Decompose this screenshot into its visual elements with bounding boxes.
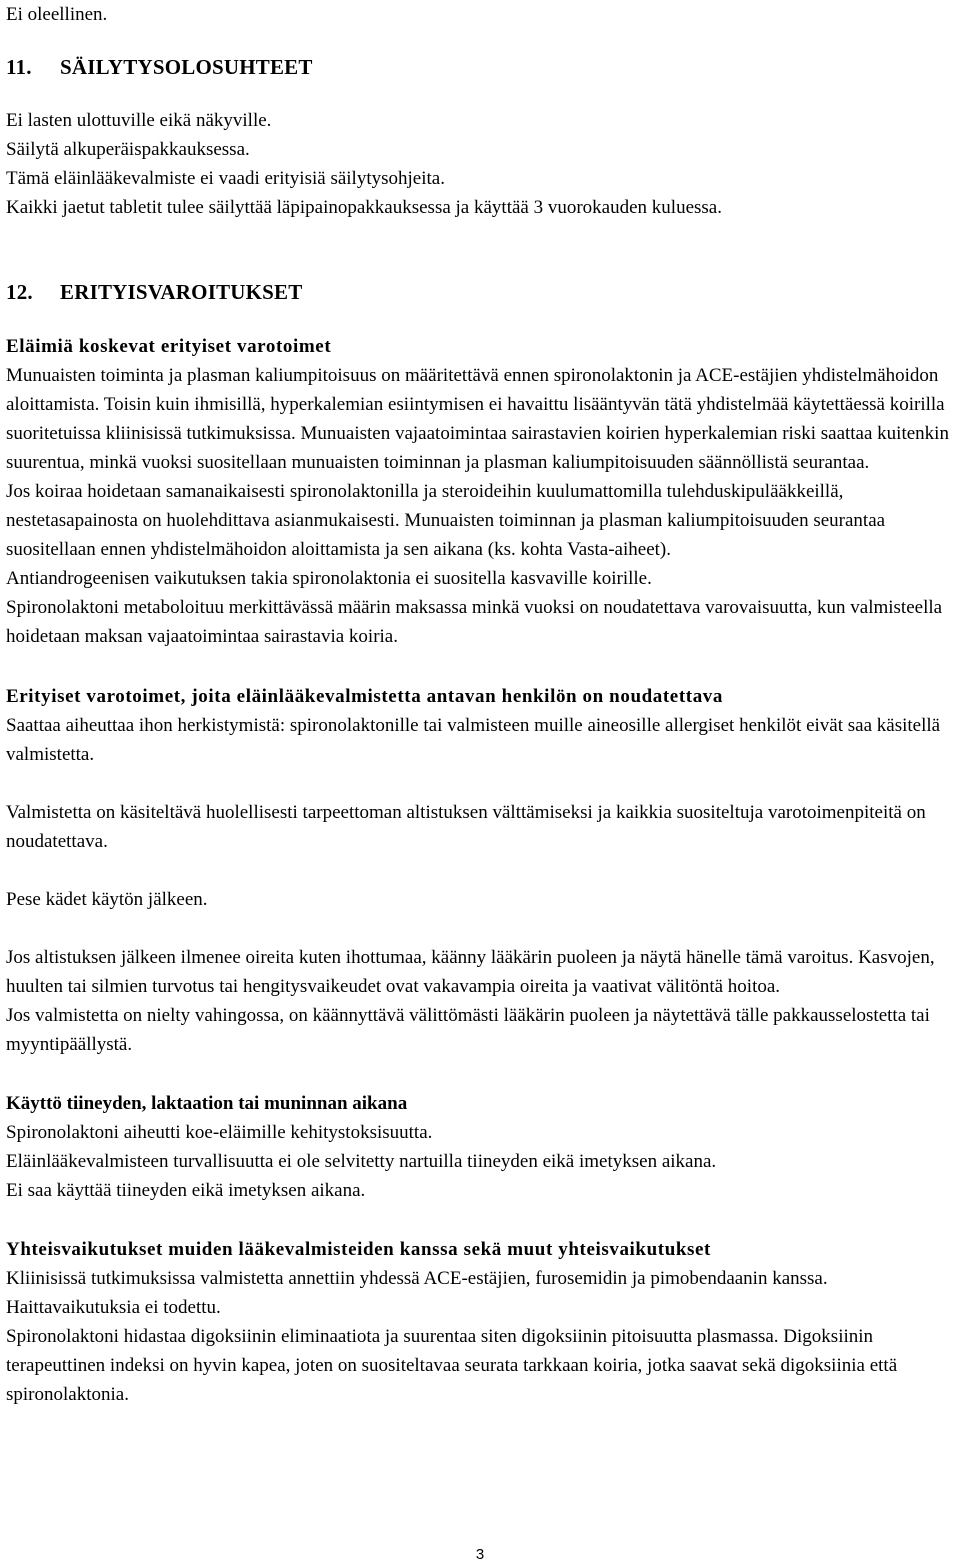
handler-paragraph-4: Jos altistuksen jälkeen ilmenee oireita kuten ihottumaa, käänny lääkärin puoleen ja näytä hänelle tämä varoitus. Kasvojen, huulten tai silmien turvotus tai hengitysvaikeudet ovat vakavampia oireita ja vaativat välitöntä hoitoa. bbox=[6, 947, 935, 997]
animals-paragraph-4: Spironolaktoni metaboloituu merkittävässä määrin maksassa minkä vuoksi on noudatettava varovaisuutta, kun valmisteella hoidetaan maksan vajaatoimintaa sairastavia koiria. bbox=[6, 597, 943, 647]
section-12-heading bbox=[6, 278, 952, 307]
pregnancy-heading: Käyttö tiineyden, laktaation tai muninnan aikana bbox=[6, 1093, 408, 1114]
storage-line-3: Tämä eläinlääkevalmiste ei vaadi erityisiä säilytysohjeita. bbox=[6, 168, 445, 189]
pregnancy-line-3: Ei saa käyttää tiineyden eikä imetyksen aikana. bbox=[6, 1180, 366, 1201]
interactions-paragraph-1: Kliinisissä tutkimuksissa valmistetta annettiin yhdessä ACE-estäjien, furosemidin ja pimobendaanin kanssa. Haittavaikutuksia ei todettu. bbox=[6, 1268, 828, 1318]
storage-line-2: Säilytä alkuperäispakkauksessa. bbox=[6, 139, 250, 160]
section-12-number: 12. bbox=[6, 280, 33, 304]
storage-line-1: Ei lasten ulottuville eikä näkyville. bbox=[6, 110, 272, 131]
section-11-number: 11. bbox=[6, 55, 32, 79]
top-line: Ei oleellinen. bbox=[6, 4, 108, 25]
page-number: 3 bbox=[475, 1546, 485, 1563]
pregnancy-line-1: Spironolaktoni aiheutti koe-eläimille kehitystoksisuutta. bbox=[6, 1122, 433, 1143]
document-page bbox=[6, 0, 952, 1409]
handler-paragraph-2: Valmistetta on käsiteltävä huolellisesti tarpeettoman altistuksen välttämiseksi ja kaikkia suositeltuja varotoimenpiteitä on noudatettava. bbox=[6, 802, 926, 852]
section-11-title: SÄILYTYSOLOSUHTEET bbox=[60, 55, 313, 79]
animals-paragraph-3: Antiandrogeenisen vaikutuksen takia spironolaktonia ei suositella kasvaville koirille. bbox=[6, 568, 652, 589]
handler-paragraph-3: Pese kädet käytön jälkeen. bbox=[6, 889, 208, 910]
animals-precautions-heading: Eläimiä koskevat erityiset varotoimet bbox=[6, 336, 332, 357]
interactions-heading: Yhteisvaikutukset muiden lääkevalmisteiden kanssa sekä muut yhteisvaikutukset bbox=[6, 1239, 711, 1260]
section-11-heading bbox=[6, 53, 952, 82]
handler-paragraph-1: Saattaa aiheuttaa ihon herkistymistä: spironolaktonille tai valmisteen muille aineosille allergiset henkilöt eivät saa käsitellä valmistetta. bbox=[6, 715, 941, 765]
storage-line-4: Kaikki jaetut tabletit tulee säilyttää läpipainopakkauksessa ja käyttää 3 vuorokauden kuluessa. bbox=[6, 197, 722, 218]
animals-paragraph-1: Munuaisten toiminta ja plasman kaliumpitoisuus on määritettävä ennen spironolaktonin ja ACE-estäjien yhdistelmähoidon aloittamista. Toisin kuin ihmisillä, hyperkalemian esiintymisen ei havaittu lisääntyvän tätä yhdistelmää käytettäessä koirilla suoritetuissa kliinisissä tutkimuksissa. Munuaisten vajaatoimintaa sairastavien koirien hyperkalemian riski saattaa kuitenkin suurentua, minkä vuoksi suositellaan munuaisten toiminnan ja plasman kaliumpitoisuuden säännöllistä seurantaa. bbox=[6, 365, 949, 473]
handler-precautions-heading: Erityiset varotoimet, joita eläinlääkevalmistetta antavan henkilön on noudatettava bbox=[6, 686, 723, 707]
interactions-paragraph-2: Spironolaktoni hidastaa digoksiinin eliminaatiota ja suurentaa siten digoksiinin pitoisuutta plasmassa. Digoksiinin terapeuttinen indeksi on hyvin kapea, joten on suositeltavaa seurata tarkkaan koiria, jotka saavat sekä digoksiinia että spironolaktonia. bbox=[6, 1326, 898, 1405]
pregnancy-line-2: Eläinlääkevalmisteen turvallisuutta ei ole selvitetty nartuilla tiineyden eikä imetyksen aikana. bbox=[6, 1151, 717, 1172]
section-12-title: ERITYISVAROITUKSET bbox=[60, 280, 303, 304]
animals-paragraph-2: Jos koiraa hoidetaan samanaikaisesti spironolaktonilla ja steroideihin kuulumattomilla tulehduskipulääkkeillä, nestetasapainosta on huolehdittava asianmukaisesti. Munuaisten toiminnan ja plasman kaliumpitoisuuden seurantaa suositellaan ennen yhdistelmähoidon aloittamista ja sen aikana (ks. kohta Vasta-aiheet). bbox=[6, 481, 886, 560]
handler-paragraph-5: Jos valmistetta on nielty vahingossa, on käännyttävä välittömästi lääkärin puoleen ja näytettävä tälle pakkausselostetta tai myyntipäällystä. bbox=[6, 1005, 930, 1055]
